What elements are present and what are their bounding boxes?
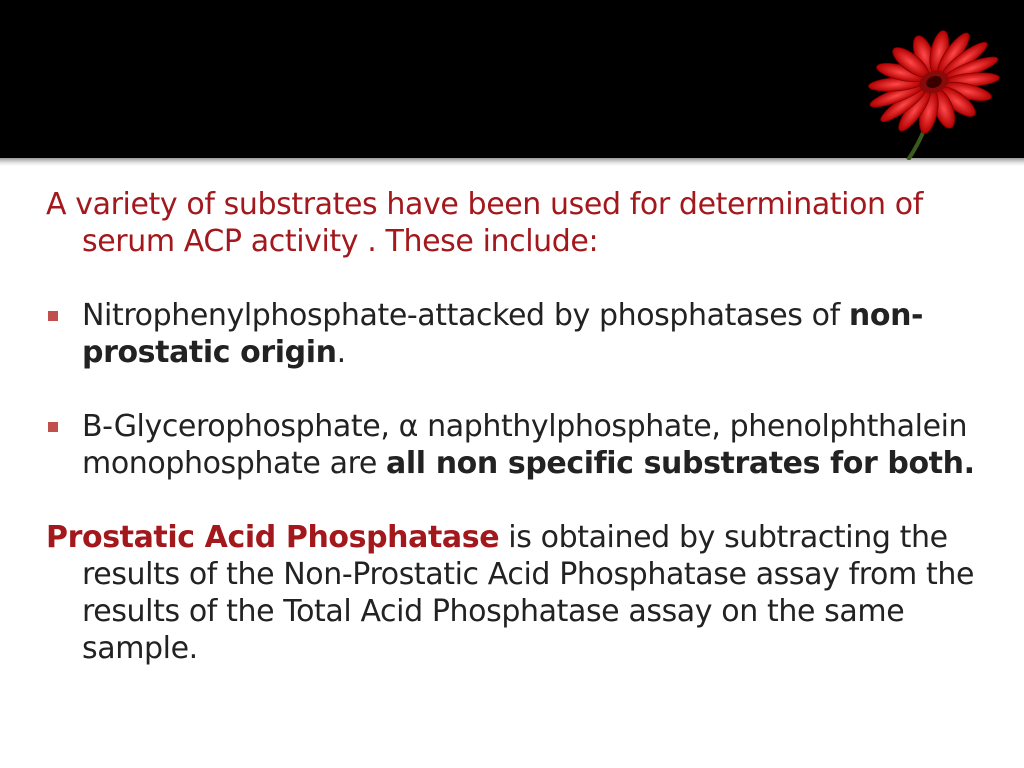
bullet-square-icon <box>48 422 58 432</box>
slide-body <box>46 186 986 667</box>
conclusion-paragraph <box>46 519 986 667</box>
bullet-text: B-Glycerophosphate, α naphthylphosphate, phenolphthalein monophosphate are <box>82 409 968 481</box>
intro-paragraph <box>46 186 986 260</box>
conclusion-highlight: Prostatic Acid Phosphatase <box>46 520 500 555</box>
bullet-item-glycerophosphate <box>46 408 986 482</box>
bullet-item-nitrophenylphosphate <box>46 297 986 371</box>
conclusion-text: is obtained by subtracting the results of the Non-Prostatic Acid Phosphatase assay from the results of the Total Acid Phosphatase assay on the same sample. <box>82 520 974 666</box>
bullet-text: Nitrophenylphosphate-attacked by phosphatases of <box>82 298 849 333</box>
bullet-bold-text: all non specific substrates for both. <box>386 446 975 481</box>
intro-text: A variety of substrates have been used for determination of serum ACP activity . These include: <box>46 187 923 259</box>
red-gerbera-flower-icon <box>862 14 1002 160</box>
bullet-bold-text: non-prostatic origin <box>82 298 924 370</box>
bullet-trailing-text: . <box>336 335 346 370</box>
bullet-square-icon <box>48 311 58 321</box>
